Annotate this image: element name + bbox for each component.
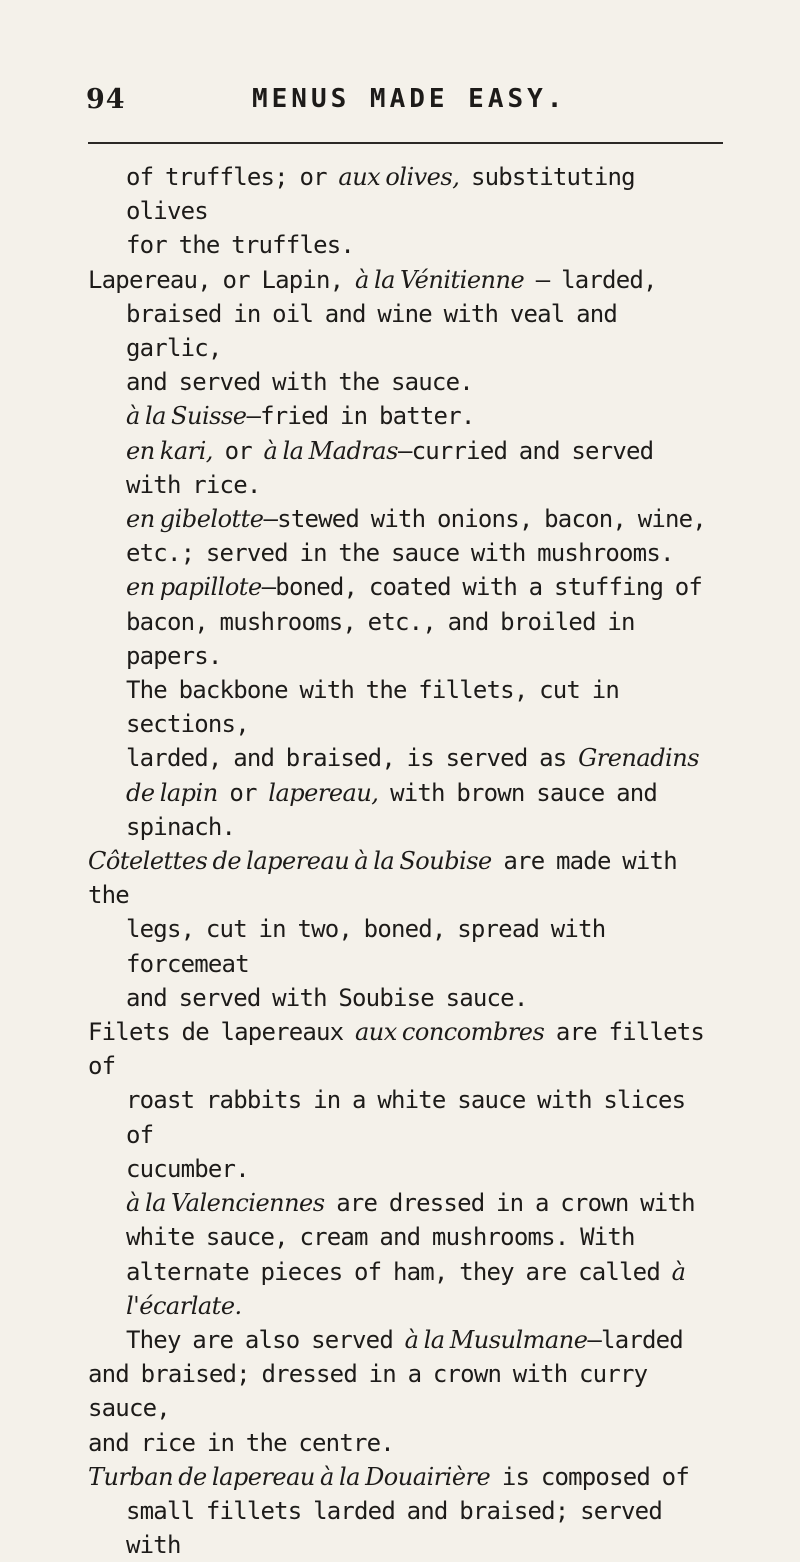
text-line bbox=[88, 1152, 724, 1186]
text-line bbox=[88, 1083, 724, 1151]
text-line bbox=[88, 605, 724, 673]
italic-text: à la Suisse bbox=[126, 402, 247, 431]
italic-text: de lapin bbox=[126, 778, 218, 807]
text-run: Lapereau, or Lapin, bbox=[88, 265, 355, 294]
text-run: The backbone with the fillets, cut in sections, bbox=[126, 676, 620, 739]
text-line bbox=[88, 912, 724, 980]
italic-text: Turban de lapereau à la Douairière bbox=[88, 1462, 491, 1491]
text-line bbox=[88, 981, 724, 1015]
text-line bbox=[88, 263, 724, 297]
text-line bbox=[88, 1460, 724, 1494]
text-run: for the truffles. bbox=[126, 231, 355, 260]
text-line bbox=[88, 673, 724, 741]
text-line bbox=[88, 1186, 724, 1220]
text-run: with rice. bbox=[126, 470, 261, 499]
text-line bbox=[88, 776, 724, 810]
text-line bbox=[88, 502, 724, 536]
italic-text: l'écarlate. bbox=[126, 1291, 242, 1320]
text-run: —curried and served bbox=[397, 436, 654, 465]
italic-text: à la Valenciennes bbox=[126, 1189, 325, 1218]
text-run: substituting olives bbox=[126, 163, 635, 226]
page-header bbox=[86, 84, 726, 124]
italic-text: à bbox=[671, 1257, 686, 1286]
text-run: or bbox=[217, 778, 269, 807]
header-rule bbox=[88, 142, 723, 144]
italic-text: en gibelotte bbox=[126, 505, 264, 534]
running-title: MENUS MADE EASY. bbox=[252, 84, 567, 114]
text-run: roast rabbits in a white sauce with slices of bbox=[126, 1086, 686, 1149]
italic-text: en papillote bbox=[126, 573, 262, 602]
text-run: with brown sauce and bbox=[378, 778, 658, 807]
text-line bbox=[88, 1357, 724, 1425]
italic-text: en kari, bbox=[126, 436, 213, 465]
text-line bbox=[88, 365, 724, 399]
text-run: etc.; served in the sauce with mushrooms. bbox=[126, 539, 674, 568]
text-line bbox=[88, 1426, 724, 1460]
text-line bbox=[88, 1015, 724, 1083]
text-run: — larded, bbox=[524, 265, 657, 294]
text-run: alternate pieces of ham, they are called bbox=[126, 1257, 672, 1286]
text-line bbox=[88, 399, 724, 433]
text-run: are dressed in a crown with bbox=[324, 1189, 695, 1218]
text-line bbox=[88, 1323, 724, 1357]
text-run: Filets de lapereaux bbox=[88, 1018, 355, 1047]
italic-text: à la Musulmane bbox=[404, 1325, 588, 1354]
text-line bbox=[88, 810, 724, 844]
text-run: are made with the bbox=[88, 847, 677, 910]
text-run: —fried in batter. bbox=[246, 402, 475, 431]
italic-text: Côtelettes de lapereau à la Soubise bbox=[88, 847, 492, 876]
italic-text: lapereau, bbox=[268, 778, 379, 807]
text-run: They are also served bbox=[126, 1325, 405, 1354]
text-run: —stewed with onions, bacon, wine, bbox=[263, 505, 706, 534]
text-run: white sauce, cream and mushrooms. With bbox=[126, 1223, 635, 1252]
text-line bbox=[88, 228, 724, 262]
text-line bbox=[88, 297, 724, 365]
text-line bbox=[88, 844, 724, 912]
text-run: and rice in the centre. bbox=[88, 1428, 394, 1457]
italic-text: aux olives, bbox=[338, 163, 460, 191]
text-run: and served with the sauce. bbox=[126, 368, 473, 397]
text-run: cucumber. bbox=[126, 1154, 249, 1183]
text-run: small fillets larded and braised; served with bbox=[126, 1496, 662, 1560]
text-line bbox=[88, 741, 724, 775]
page-body-text bbox=[88, 160, 724, 1562]
text-line bbox=[88, 1289, 724, 1323]
text-run: and braised; dressed in a crown with curry sauce, bbox=[88, 1360, 648, 1423]
text-run: —boned, coated with a stuffing of bbox=[261, 573, 703, 602]
text-line bbox=[88, 1255, 724, 1289]
text-run: larded, and braised, is served as bbox=[126, 744, 579, 773]
text-run: of truffles; or bbox=[126, 163, 339, 191]
text-line bbox=[88, 536, 724, 570]
text-line bbox=[88, 160, 724, 228]
italic-text: à la Vénitienne bbox=[355, 265, 525, 294]
page-number: 94 bbox=[86, 84, 126, 115]
text-run: or bbox=[212, 436, 264, 465]
text-line bbox=[88, 570, 724, 604]
text-run: and served with Soubise sauce. bbox=[126, 983, 528, 1012]
italic-text: aux concombres bbox=[355, 1018, 545, 1047]
text-line bbox=[88, 1220, 724, 1254]
text-run: legs, cut in two, boned, spread with forcemeat bbox=[126, 915, 606, 978]
text-run: bacon, mushrooms, etc., and broiled in papers. bbox=[126, 607, 635, 670]
text-run: are fillets of bbox=[88, 1018, 705, 1081]
text-line bbox=[88, 468, 724, 502]
text-run: braised in oil and wine with veal and garlic, bbox=[126, 299, 618, 363]
text-run: is composed of bbox=[490, 1462, 689, 1491]
italic-text: Grenadins bbox=[578, 744, 700, 773]
text-line bbox=[88, 434, 724, 468]
text-run: —larded bbox=[587, 1325, 683, 1354]
italic-text: à la Madras bbox=[263, 436, 398, 465]
text-line bbox=[88, 1494, 724, 1562]
text-run: spinach. bbox=[126, 812, 236, 841]
